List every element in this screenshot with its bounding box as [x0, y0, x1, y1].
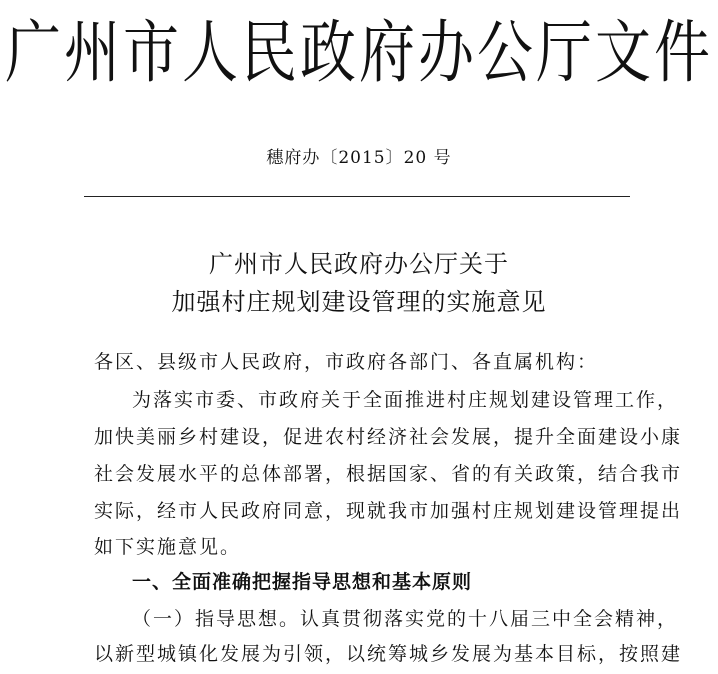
document-title-line-1: 广州市人民政府办公厅关于	[209, 250, 509, 278]
paragraph-line: 如下实施意见。	[94, 536, 242, 558]
document-number: 穗府办〔2015〕20 号	[266, 148, 452, 168]
paragraph-line: 社会发展水平的总体部署，根据国家、省的有关政策，结合我市	[94, 463, 683, 485]
paragraph-line: （一）指导思想。认真贯彻落实党的十八届三中全会精神，	[132, 608, 679, 630]
addressee-line: 各区、县级市人民政府，市政府各部门、各直属机构：	[94, 351, 599, 373]
header-divider	[84, 196, 630, 197]
document-masthead: 广州市人民政府办公厅文件	[5, 13, 713, 93]
paragraph-line: 实际，经市人民政府同意，现就我市加强村庄规划建设管理提出	[94, 500, 683, 522]
paragraph-line: 加快美丽乡村建设，促进农村经济社会发展，提升全面建设小康	[94, 426, 683, 448]
section-heading: 一、全面准确把握指导思想和基本原则	[132, 571, 473, 593]
paragraph-line: 为落实市委、市政府关于全面推进村庄规划建设管理工作，	[132, 389, 679, 411]
paragraph-line: 以新型城镇化发展为引领，以统筹城乡发展为基本目标，按照建	[94, 643, 683, 665]
document-title-line-2: 加强村庄规划建设管理的实施意见	[171, 288, 547, 316]
